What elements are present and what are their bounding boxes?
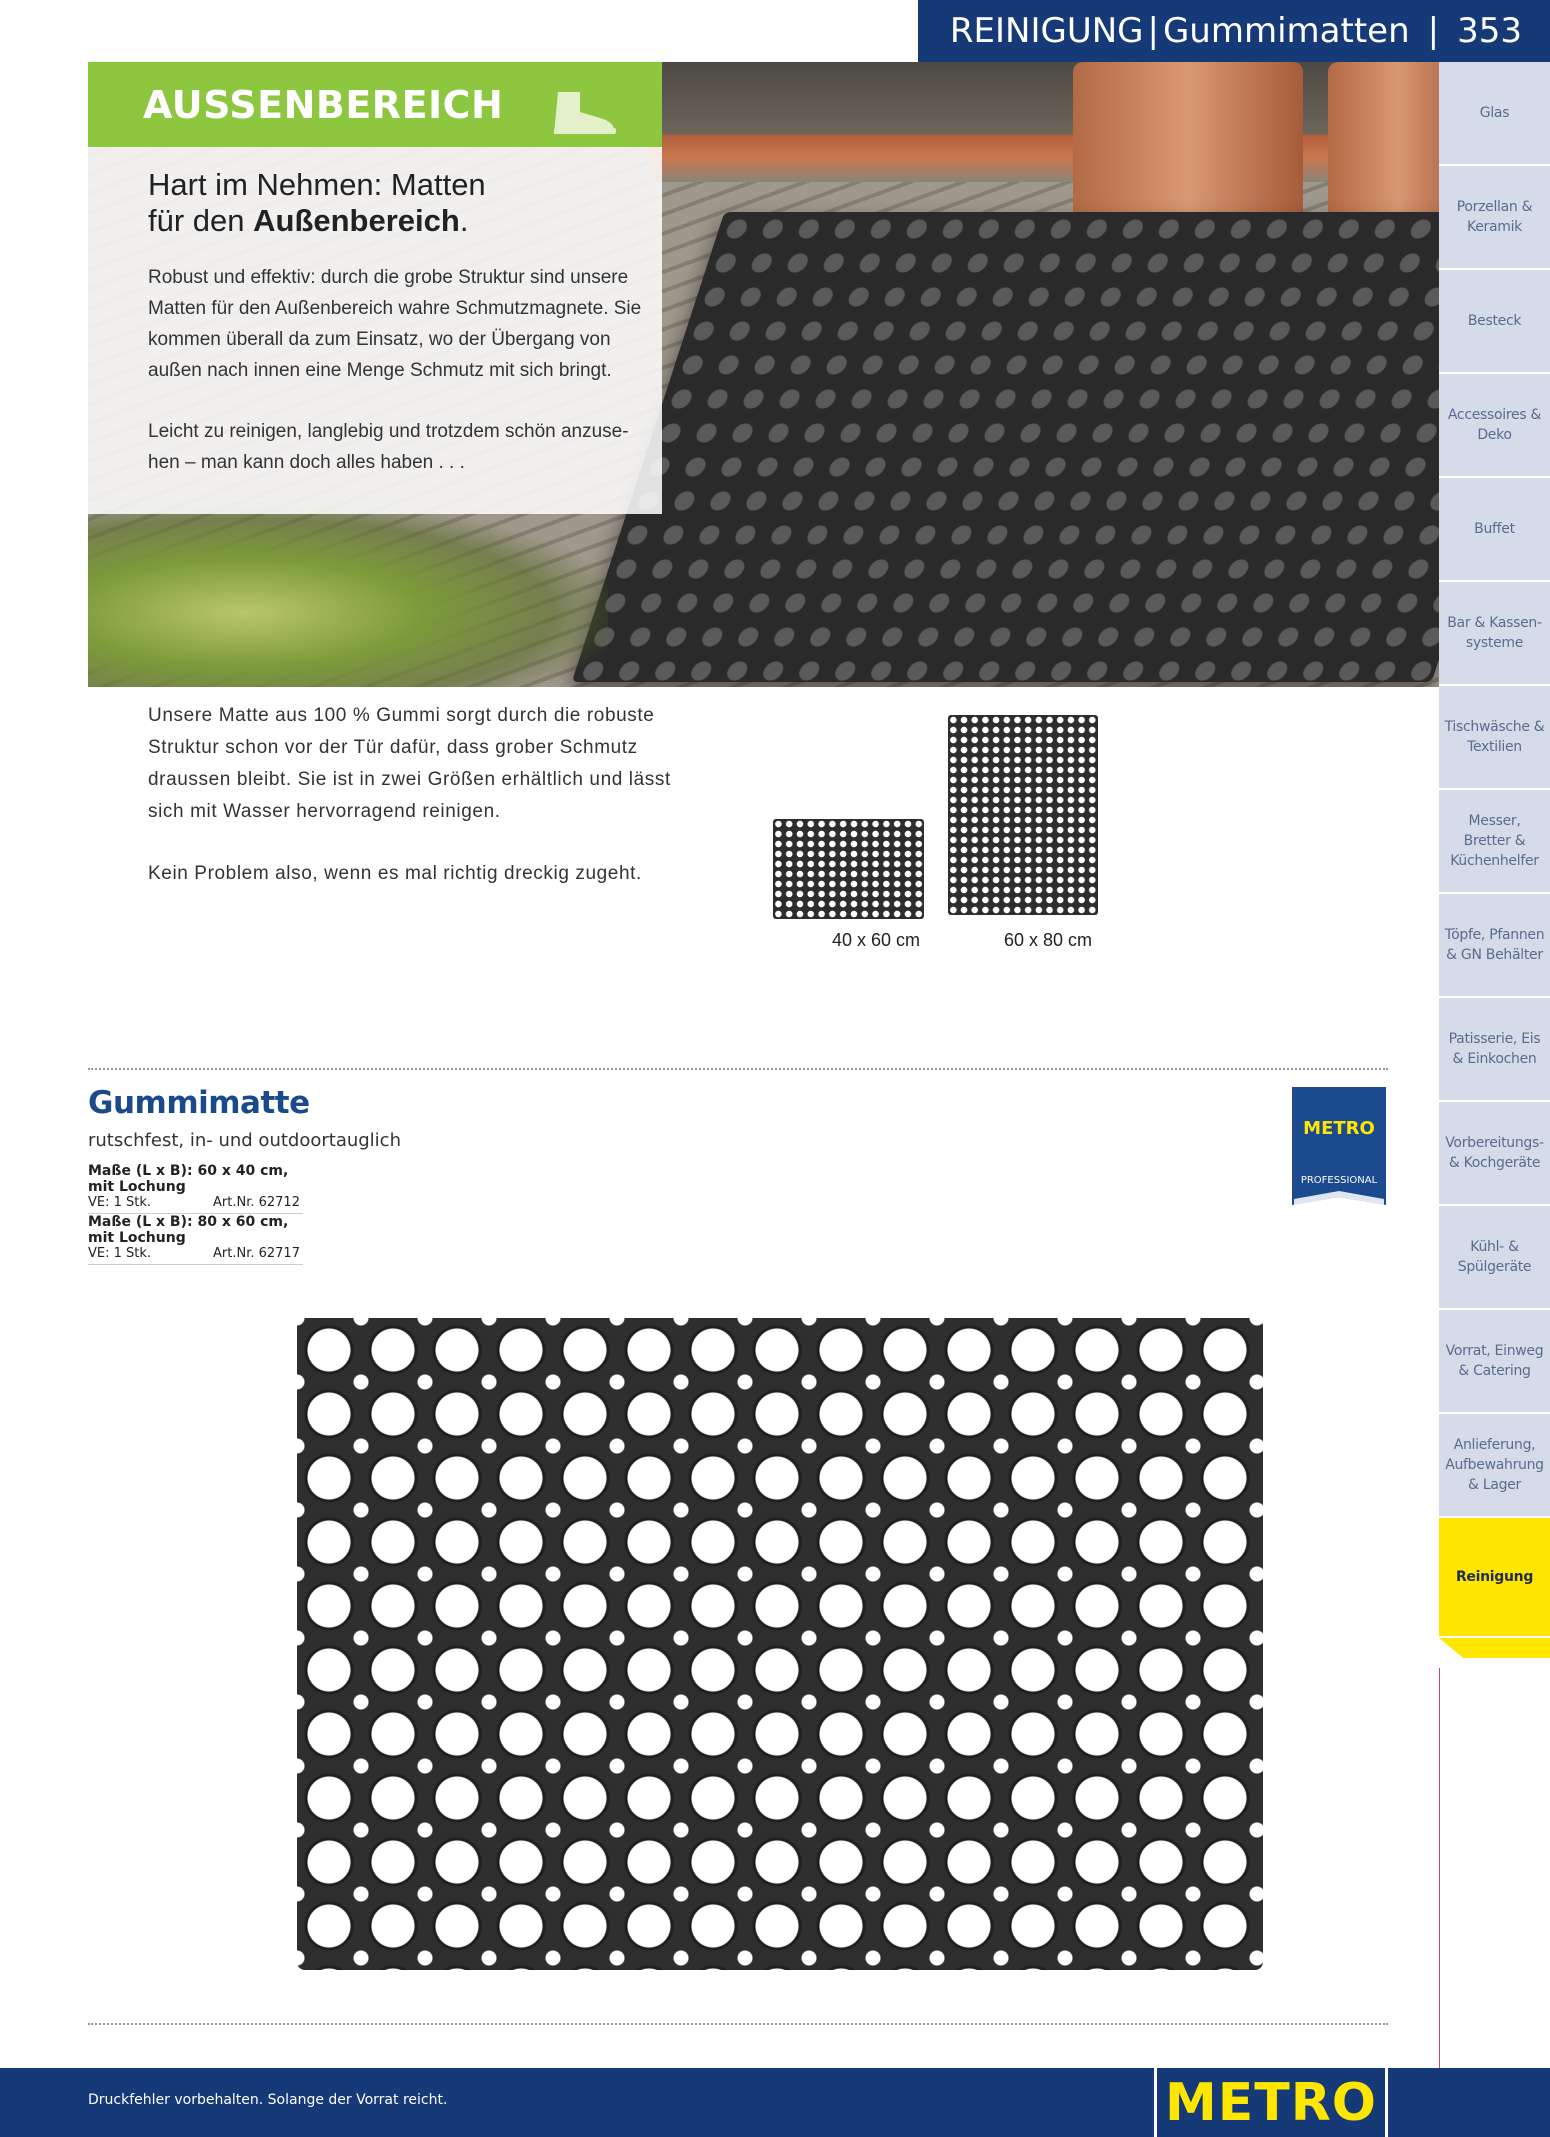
- product-subtitle: rutschfest, in- und outdoortauglich: [88, 1130, 401, 1151]
- door-threshold: [648, 62, 1439, 182]
- plant-foliage: [88, 502, 608, 687]
- dotted-divider: [88, 1068, 1388, 1070]
- tab-besteck[interactable]: Besteck: [1439, 270, 1550, 374]
- small-mat-image: [773, 819, 924, 919]
- rubber-mat-product-image: [297, 1318, 1263, 1970]
- variant-unit: VE: 1 Stk.: [88, 1246, 152, 1261]
- tab-anlieferung[interactable]: Anlieferung, Aufbewahrung & Lager: [1439, 1414, 1550, 1518]
- headline-prefix: für den: [148, 203, 254, 238]
- tab-glas[interactable]: Glas: [1439, 62, 1550, 166]
- tab-bar[interactable]: Bar & Kassen-systeme: [1439, 582, 1550, 686]
- header-category: REINIGUNG: [949, 11, 1144, 51]
- description-paragraph: Unsere Matte aus 100 % Gummi sorgt durch die robuste Struktur schon vor der Tür dafür, dass grober Schmutz draussen bleibt. Sie ist in zwei Größen erhältlich und lässt sich mit Wasser hervorragend reinigen.: [148, 705, 671, 822]
- badge-brand: METRO: [1303, 1118, 1375, 1139]
- header-separator: |: [1147, 11, 1159, 51]
- headline-suffix: .: [459, 203, 469, 238]
- size-label-small: 40 x 60 cm: [832, 930, 921, 950]
- section-banner: [88, 62, 662, 147]
- description-paragraph: Kein Problem also, wenn es mal richtig dreckig zugeht.: [148, 863, 642, 884]
- page-header: [918, 0, 1550, 62]
- product-variant: [88, 1214, 303, 1265]
- tab-porzellan[interactable]: Porzellan & Keramik: [1439, 166, 1550, 270]
- page-number: 353: [1457, 11, 1522, 51]
- badge-line: PROFESSIONAL: [1300, 1175, 1378, 1186]
- hero-headline: [148, 167, 648, 239]
- headline-line-1: Hart im Nehmen: Matten: [148, 167, 486, 202]
- product-description: [148, 700, 708, 890]
- category-tabs: [1439, 62, 1550, 1658]
- hero-text-panel: [88, 62, 662, 514]
- header-separator-2: |: [1427, 11, 1440, 51]
- metro-professional-badge: [1292, 1087, 1386, 1217]
- tab-tischwaesche[interactable]: Tischwäsche & Textilien: [1439, 686, 1550, 790]
- tab-accessoires[interactable]: Accessoires & Deko: [1439, 374, 1550, 478]
- variant-dimensions: Maße (L x B): 80 x 60 cm, mit Lochung: [88, 1214, 289, 1246]
- page-footer: [0, 2068, 1550, 2137]
- boot-icon: [550, 90, 620, 134]
- hero-paragraph: Leicht zu reinigen, langlebig und trotzdem schön anzuse-hen – man kann doch alles haben . . .: [148, 421, 629, 473]
- metro-logo: [1154, 2068, 1388, 2137]
- tab-toepfe[interactable]: Töpfe, Pfannen & GN Behälter: [1439, 894, 1550, 998]
- hero-paragraph: Robust und effektiv: durch die grobe Struktur sind unsere Matten für den Außenbereich wahre Schmutzmagnete. Sie kommen überall da zum Einsatz, wo der Übergang von außen nach innen eine Menge Schmutz mit sich bringt.: [148, 267, 642, 381]
- headline-bold: Außenbereich: [253, 203, 460, 238]
- tab-guide-line: [1439, 1668, 1440, 2068]
- tab-vorrat[interactable]: Vorrat, Einweg & Catering: [1439, 1310, 1550, 1414]
- rubber-mat-photo: [572, 212, 1439, 682]
- tab-kuehl[interactable]: Kühl- & Spülgeräte: [1439, 1206, 1550, 1310]
- dotted-divider: [88, 2023, 1388, 2025]
- active-tab-tail: [1439, 1638, 1550, 1658]
- tab-reinigung[interactable]: Reinigung: [1439, 1518, 1550, 1638]
- hero-body: [148, 262, 648, 478]
- size-label-large: 60 x 80 cm: [1004, 930, 1093, 950]
- large-mat-image: [948, 715, 1098, 915]
- headline-line-2: [148, 203, 648, 239]
- product-title: Gummimatte: [88, 1085, 310, 1121]
- variant-article: Art.Nr. 62712: [213, 1195, 300, 1210]
- variant-unit: VE: 1 Stk.: [88, 1195, 152, 1210]
- tab-messer[interactable]: Messer, Bretter & Küchenhelfer: [1439, 790, 1550, 894]
- tab-buffet[interactable]: Buffet: [1439, 478, 1550, 582]
- product-variant: [88, 1163, 303, 1214]
- section-title: AUSSENBEREICH: [143, 82, 504, 127]
- footer-disclaimer: Druckfehler vorbehalten. Solange der Vorrat reicht.: [88, 2092, 448, 2108]
- header-subcategory: Gummimatten: [1162, 11, 1410, 51]
- variant-dimensions: Maße (L x B): 60 x 40 cm, mit Lochung: [88, 1163, 289, 1195]
- metro-logo-text: METRO: [1165, 2072, 1377, 2133]
- variant-article: Art.Nr. 62717: [213, 1246, 300, 1261]
- tab-vorbereitung[interactable]: Vorbereitungs- & Kochgeräte: [1439, 1102, 1550, 1206]
- tab-patisserie[interactable]: Patisserie, Eis & Einkochen: [1439, 998, 1550, 1102]
